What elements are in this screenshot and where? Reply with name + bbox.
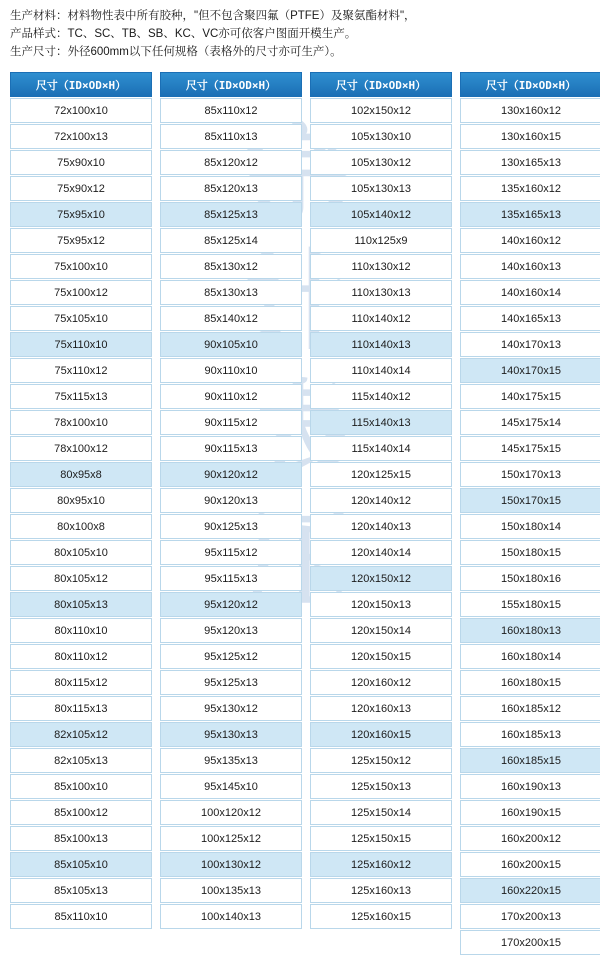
- table-row: [460, 254, 600, 279]
- size-cell: 120x160x13: [310, 696, 452, 721]
- size-cell: 85x120x12: [160, 150, 302, 175]
- table-row: [460, 124, 600, 149]
- size-cell: 95x125x12: [160, 644, 302, 669]
- note-line-material: 生产材料：材料物性表中所有胶种，"但不包含聚四氟（PTFE）及聚氨酯材料"，: [10, 10, 416, 22]
- size-cell: 95x115x12: [160, 540, 302, 565]
- table-row: [460, 176, 600, 201]
- size-cell: 95x145x10: [160, 774, 302, 799]
- size-cell: 95x135x13: [160, 748, 302, 773]
- size-table-column-4: [460, 71, 600, 956]
- table-row: [160, 436, 302, 461]
- size-cell: 75x110x12: [10, 358, 152, 383]
- size-cell: 105x140x12: [310, 202, 452, 227]
- size-cell: 150x170x15: [460, 488, 600, 513]
- size-cell: 160x180x14: [460, 644, 600, 669]
- size-table-column-1: [10, 71, 152, 956]
- size-cell: 95x120x13: [160, 618, 302, 643]
- table-row: [160, 774, 302, 799]
- table-row: [10, 98, 152, 123]
- table-row: [310, 488, 452, 513]
- column-header-size: 尺寸（ID×OD×H）: [310, 72, 452, 97]
- size-cell: 100x130x12: [160, 852, 302, 877]
- table-row: [160, 592, 302, 617]
- table-row: [160, 722, 302, 747]
- size-cell: 110x130x13: [310, 280, 452, 305]
- size-cell: 80x100x8: [10, 514, 152, 539]
- table-row: [310, 566, 452, 591]
- size-cell: 120x140x12: [310, 488, 452, 513]
- size-cell: 75x90x10: [10, 150, 152, 175]
- size-cell: 75x90x12: [10, 176, 152, 201]
- table-row: [310, 124, 452, 149]
- size-cell: 115x140x12: [310, 384, 452, 409]
- table-row: [310, 410, 452, 435]
- size-cell: 90x120x13: [160, 488, 302, 513]
- size-cell: 125x150x15: [310, 826, 452, 851]
- table-row: [460, 670, 600, 695]
- size-cell: 100x135x13: [160, 878, 302, 903]
- size-cell: 145x175x14: [460, 410, 600, 435]
- table-row: [160, 150, 302, 175]
- size-cell: 160x200x12: [460, 826, 600, 851]
- table-row: [460, 488, 600, 513]
- size-cell: 120x140x14: [310, 540, 452, 565]
- table-row: [310, 670, 452, 695]
- size-cell: 95x120x12: [160, 592, 302, 617]
- table-row: [10, 254, 152, 279]
- size-cell: 75x95x12: [10, 228, 152, 253]
- size-cell: 125x150x13: [310, 774, 452, 799]
- table-row: [160, 540, 302, 565]
- size-cell: 150x180x15: [460, 540, 600, 565]
- table-row: [10, 280, 152, 305]
- size-cell: 85x100x10: [10, 774, 152, 799]
- size-cell: 90x115x12: [160, 410, 302, 435]
- size-table-1: [10, 71, 152, 930]
- table-row: [310, 748, 452, 773]
- table-row: [310, 644, 452, 669]
- size-cell: 110x140x12: [310, 306, 452, 331]
- note-line-size: 生产尺寸：外径600mm以下任何规格（表格外的尺寸亦可生产）。: [10, 45, 342, 58]
- size-table-column-2: [160, 71, 302, 956]
- table-row: [460, 618, 600, 643]
- size-cell: 90x110x12: [160, 384, 302, 409]
- table-row: [310, 852, 452, 877]
- table-row: [310, 332, 452, 357]
- size-cell: 130x160x15: [460, 124, 600, 149]
- table-row: [460, 436, 600, 461]
- table-row: [460, 878, 600, 903]
- table-row: [460, 358, 600, 383]
- size-cell: 160x185x12: [460, 696, 600, 721]
- table-row: [460, 98, 600, 123]
- table-row: [160, 306, 302, 331]
- table-row: [10, 332, 152, 357]
- table-row: [10, 358, 152, 383]
- size-cell: 85x110x10: [10, 904, 152, 929]
- size-cell: 140x170x15: [460, 358, 600, 383]
- table-row: [10, 150, 152, 175]
- size-cell: 140x165x13: [460, 306, 600, 331]
- size-cell: 80x115x12: [10, 670, 152, 695]
- size-cell: 85x130x13: [160, 280, 302, 305]
- table-row: [10, 826, 152, 851]
- table-row: [460, 384, 600, 409]
- size-cell: 78x100x10: [10, 410, 152, 435]
- table-row: [310, 618, 452, 643]
- size-cell: 110x125x9: [310, 228, 452, 253]
- size-cell: 72x100x13: [10, 124, 152, 149]
- size-cell: 90x105x10: [160, 332, 302, 357]
- size-table-2: [160, 71, 302, 930]
- table-row: [310, 228, 452, 253]
- size-cell: 110x140x14: [310, 358, 452, 383]
- size-cell: 100x140x13: [160, 904, 302, 929]
- table-row: [460, 462, 600, 487]
- size-cell: 85x120x13: [160, 176, 302, 201]
- table-row: [160, 410, 302, 435]
- table-body-1: [10, 98, 152, 929]
- table-row: [160, 384, 302, 409]
- table-row: [10, 800, 152, 825]
- size-cell: 135x160x12: [460, 176, 600, 201]
- table-row: [460, 410, 600, 435]
- table-row: [310, 462, 452, 487]
- size-table-3: [310, 71, 452, 930]
- table-row: [460, 514, 600, 539]
- size-cell: 125x150x14: [310, 800, 452, 825]
- size-cell: 105x130x10: [310, 124, 452, 149]
- table-row: [310, 358, 452, 383]
- size-cell: 75x105x10: [10, 306, 152, 331]
- note-line-style: 产品样式：TC、SC、TB、SB、KC、VC亦可依客户图面开模生产。: [10, 27, 357, 40]
- column-header-size: 尺寸（ID×OD×H）: [460, 72, 600, 97]
- table-row: [160, 98, 302, 123]
- size-cell: 90x110x10: [160, 358, 302, 383]
- table-row: [460, 722, 600, 747]
- table-row: [160, 124, 302, 149]
- table-row: [310, 774, 452, 799]
- table-row: [10, 514, 152, 539]
- size-cell: 140x160x12: [460, 228, 600, 253]
- size-cell: 160x220x15: [460, 878, 600, 903]
- size-cell: 125x160x12: [310, 852, 452, 877]
- size-cell: 80x105x13: [10, 592, 152, 617]
- size-cell: 120x160x15: [310, 722, 452, 747]
- size-cell: 170x200x13: [460, 904, 600, 929]
- size-cell: 130x165x13: [460, 150, 600, 175]
- table-row: [460, 540, 600, 565]
- column-header-size: 尺寸（ID×OD×H）: [10, 72, 152, 97]
- size-cell: 90x120x12: [160, 462, 302, 487]
- table-row: [460, 826, 600, 851]
- table-row: [10, 696, 152, 721]
- table-row: [460, 566, 600, 591]
- size-cell: 110x140x13: [310, 332, 452, 357]
- size-cell: 82x105x13: [10, 748, 152, 773]
- size-cell: 160x180x13: [460, 618, 600, 643]
- table-row: [160, 228, 302, 253]
- table-row: [10, 540, 152, 565]
- size-cell: 82x105x12: [10, 722, 152, 747]
- size-cell: 120x140x13: [310, 514, 452, 539]
- table-row: [10, 488, 152, 513]
- table-row: [460, 332, 600, 357]
- size-cell: 105x130x13: [310, 176, 452, 201]
- table-row: [10, 124, 152, 149]
- size-cell: 160x190x13: [460, 774, 600, 799]
- table-row: [160, 878, 302, 903]
- size-cell: 170x200x15: [460, 930, 600, 955]
- table-row: [160, 748, 302, 773]
- table-row: [10, 306, 152, 331]
- table-row: [160, 176, 302, 201]
- column-header-size: 尺寸（ID×OD×H）: [160, 72, 302, 97]
- table-row: [10, 618, 152, 643]
- table-row: [160, 488, 302, 513]
- size-cell: 125x160x13: [310, 878, 452, 903]
- table-row: [310, 722, 452, 747]
- table-row: [310, 878, 452, 903]
- table-row: [160, 696, 302, 721]
- table-row: [10, 592, 152, 617]
- table-row: [160, 904, 302, 929]
- size-cell: 120x125x15: [310, 462, 452, 487]
- size-cell: 140x160x13: [460, 254, 600, 279]
- table-row: [310, 696, 452, 721]
- size-cell: 160x180x15: [460, 670, 600, 695]
- size-cell: 115x140x14: [310, 436, 452, 461]
- table-row: [460, 202, 600, 227]
- table-row: [10, 410, 152, 435]
- production-notes: [10, 8, 590, 61]
- table-row: [460, 696, 600, 721]
- size-cell: 125x150x12: [310, 748, 452, 773]
- table-row: [460, 774, 600, 799]
- table-row: [10, 384, 152, 409]
- size-tables: [10, 71, 590, 956]
- size-cell: 120x150x14: [310, 618, 452, 643]
- size-cell: 85x105x10: [10, 852, 152, 877]
- table-row: [310, 280, 452, 305]
- size-cell: 80x105x10: [10, 540, 152, 565]
- size-cell: 95x125x13: [160, 670, 302, 695]
- table-row: [160, 644, 302, 669]
- table-row: [460, 592, 600, 617]
- size-cell: 80x110x10: [10, 618, 152, 643]
- size-cell: 80x95x10: [10, 488, 152, 513]
- size-cell: 85x125x13: [160, 202, 302, 227]
- table-body-3: [310, 98, 452, 929]
- table-row: [160, 254, 302, 279]
- size-table-column-3: [310, 71, 452, 956]
- table-row: [160, 358, 302, 383]
- size-cell: 75x115x13: [10, 384, 152, 409]
- table-row: [460, 904, 600, 929]
- table-row: [160, 566, 302, 591]
- size-cell: 150x180x14: [460, 514, 600, 539]
- table-row: [310, 150, 452, 175]
- table-row: [160, 800, 302, 825]
- table-row: [310, 306, 452, 331]
- table-row: [460, 930, 600, 955]
- size-cell: 80x115x13: [10, 696, 152, 721]
- table-row: [10, 228, 152, 253]
- size-cell: 145x175x15: [460, 436, 600, 461]
- size-cell: 85x110x12: [160, 98, 302, 123]
- size-cell: 100x120x12: [160, 800, 302, 825]
- size-cell: 80x110x12: [10, 644, 152, 669]
- table-row: [10, 176, 152, 201]
- size-cell: 150x170x13: [460, 462, 600, 487]
- size-cell: 140x175x15: [460, 384, 600, 409]
- size-cell: 85x110x13: [160, 124, 302, 149]
- table-row: [460, 150, 600, 175]
- table-row: [160, 826, 302, 851]
- table-row: [10, 202, 152, 227]
- size-cell: 80x105x12: [10, 566, 152, 591]
- size-cell: 160x200x15: [460, 852, 600, 877]
- table-body-4: [460, 98, 600, 955]
- size-cell: 78x100x12: [10, 436, 152, 461]
- size-cell: 85x105x13: [10, 878, 152, 903]
- size-cell: 100x125x12: [160, 826, 302, 851]
- table-body-2: [160, 98, 302, 929]
- size-cell: 95x130x13: [160, 722, 302, 747]
- size-cell: 120x150x13: [310, 592, 452, 617]
- size-cell: 95x130x12: [160, 696, 302, 721]
- size-cell: 140x170x13: [460, 332, 600, 357]
- table-row: [310, 384, 452, 409]
- table-row: [460, 852, 600, 877]
- table-row: [310, 826, 452, 851]
- table-row: [160, 618, 302, 643]
- table-row: [10, 436, 152, 461]
- table-row: [160, 332, 302, 357]
- size-cell: 102x150x12: [310, 98, 452, 123]
- table-row: [310, 98, 452, 123]
- table-row: [160, 462, 302, 487]
- size-cell: 85x100x12: [10, 800, 152, 825]
- size-cell: 105x130x12: [310, 150, 452, 175]
- table-row: [310, 176, 452, 201]
- table-row: [310, 540, 452, 565]
- size-cell: 75x100x10: [10, 254, 152, 279]
- size-cell: 135x165x13: [460, 202, 600, 227]
- table-row: [10, 462, 152, 487]
- table-row: [460, 644, 600, 669]
- table-row: [10, 566, 152, 591]
- table-row: [310, 202, 452, 227]
- table-row: [460, 748, 600, 773]
- table-row: [10, 748, 152, 773]
- table-row: [310, 904, 452, 929]
- size-cell: 75x110x10: [10, 332, 152, 357]
- size-cell: 75x100x12: [10, 280, 152, 305]
- size-cell: 130x160x12: [460, 98, 600, 123]
- size-cell: 95x115x13: [160, 566, 302, 591]
- table-row: [10, 904, 152, 929]
- size-cell: 80x95x8: [10, 462, 152, 487]
- size-cell: 155x180x15: [460, 592, 600, 617]
- table-row: [460, 800, 600, 825]
- table-row: [160, 202, 302, 227]
- table-row: [460, 306, 600, 331]
- table-row: [310, 800, 452, 825]
- table-row: [160, 280, 302, 305]
- table-row: [10, 722, 152, 747]
- size-cell: 160x190x15: [460, 800, 600, 825]
- size-cell: 85x100x13: [10, 826, 152, 851]
- size-cell: 85x140x12: [160, 306, 302, 331]
- table-row: [10, 774, 152, 799]
- size-cell: 140x160x14: [460, 280, 600, 305]
- size-cell: 160x185x13: [460, 722, 600, 747]
- table-row: [460, 280, 600, 305]
- size-cell: 120x150x15: [310, 644, 452, 669]
- size-cell: 120x160x12: [310, 670, 452, 695]
- table-row: [310, 592, 452, 617]
- table-row: [10, 670, 152, 695]
- table-row: [160, 670, 302, 695]
- size-cell: 85x130x12: [160, 254, 302, 279]
- table-row: [460, 228, 600, 253]
- table-row: [310, 254, 452, 279]
- size-cell: 75x95x10: [10, 202, 152, 227]
- size-cell: 150x180x16: [460, 566, 600, 591]
- size-cell: 90x115x13: [160, 436, 302, 461]
- table-row: [310, 436, 452, 461]
- size-cell: 160x185x15: [460, 748, 600, 773]
- table-row: [160, 514, 302, 539]
- size-cell: 72x100x10: [10, 98, 152, 123]
- table-row: [160, 852, 302, 877]
- size-cell: 115x140x13: [310, 410, 452, 435]
- size-cell: 85x125x14: [160, 228, 302, 253]
- table-row: [10, 878, 152, 903]
- table-row: [310, 514, 452, 539]
- table-row: [10, 644, 152, 669]
- size-cell: 125x160x15: [310, 904, 452, 929]
- size-table-4: [460, 71, 600, 956]
- size-cell: 90x125x13: [160, 514, 302, 539]
- table-row: [10, 852, 152, 877]
- size-cell: 110x130x12: [310, 254, 452, 279]
- size-cell: 120x150x12: [310, 566, 452, 591]
